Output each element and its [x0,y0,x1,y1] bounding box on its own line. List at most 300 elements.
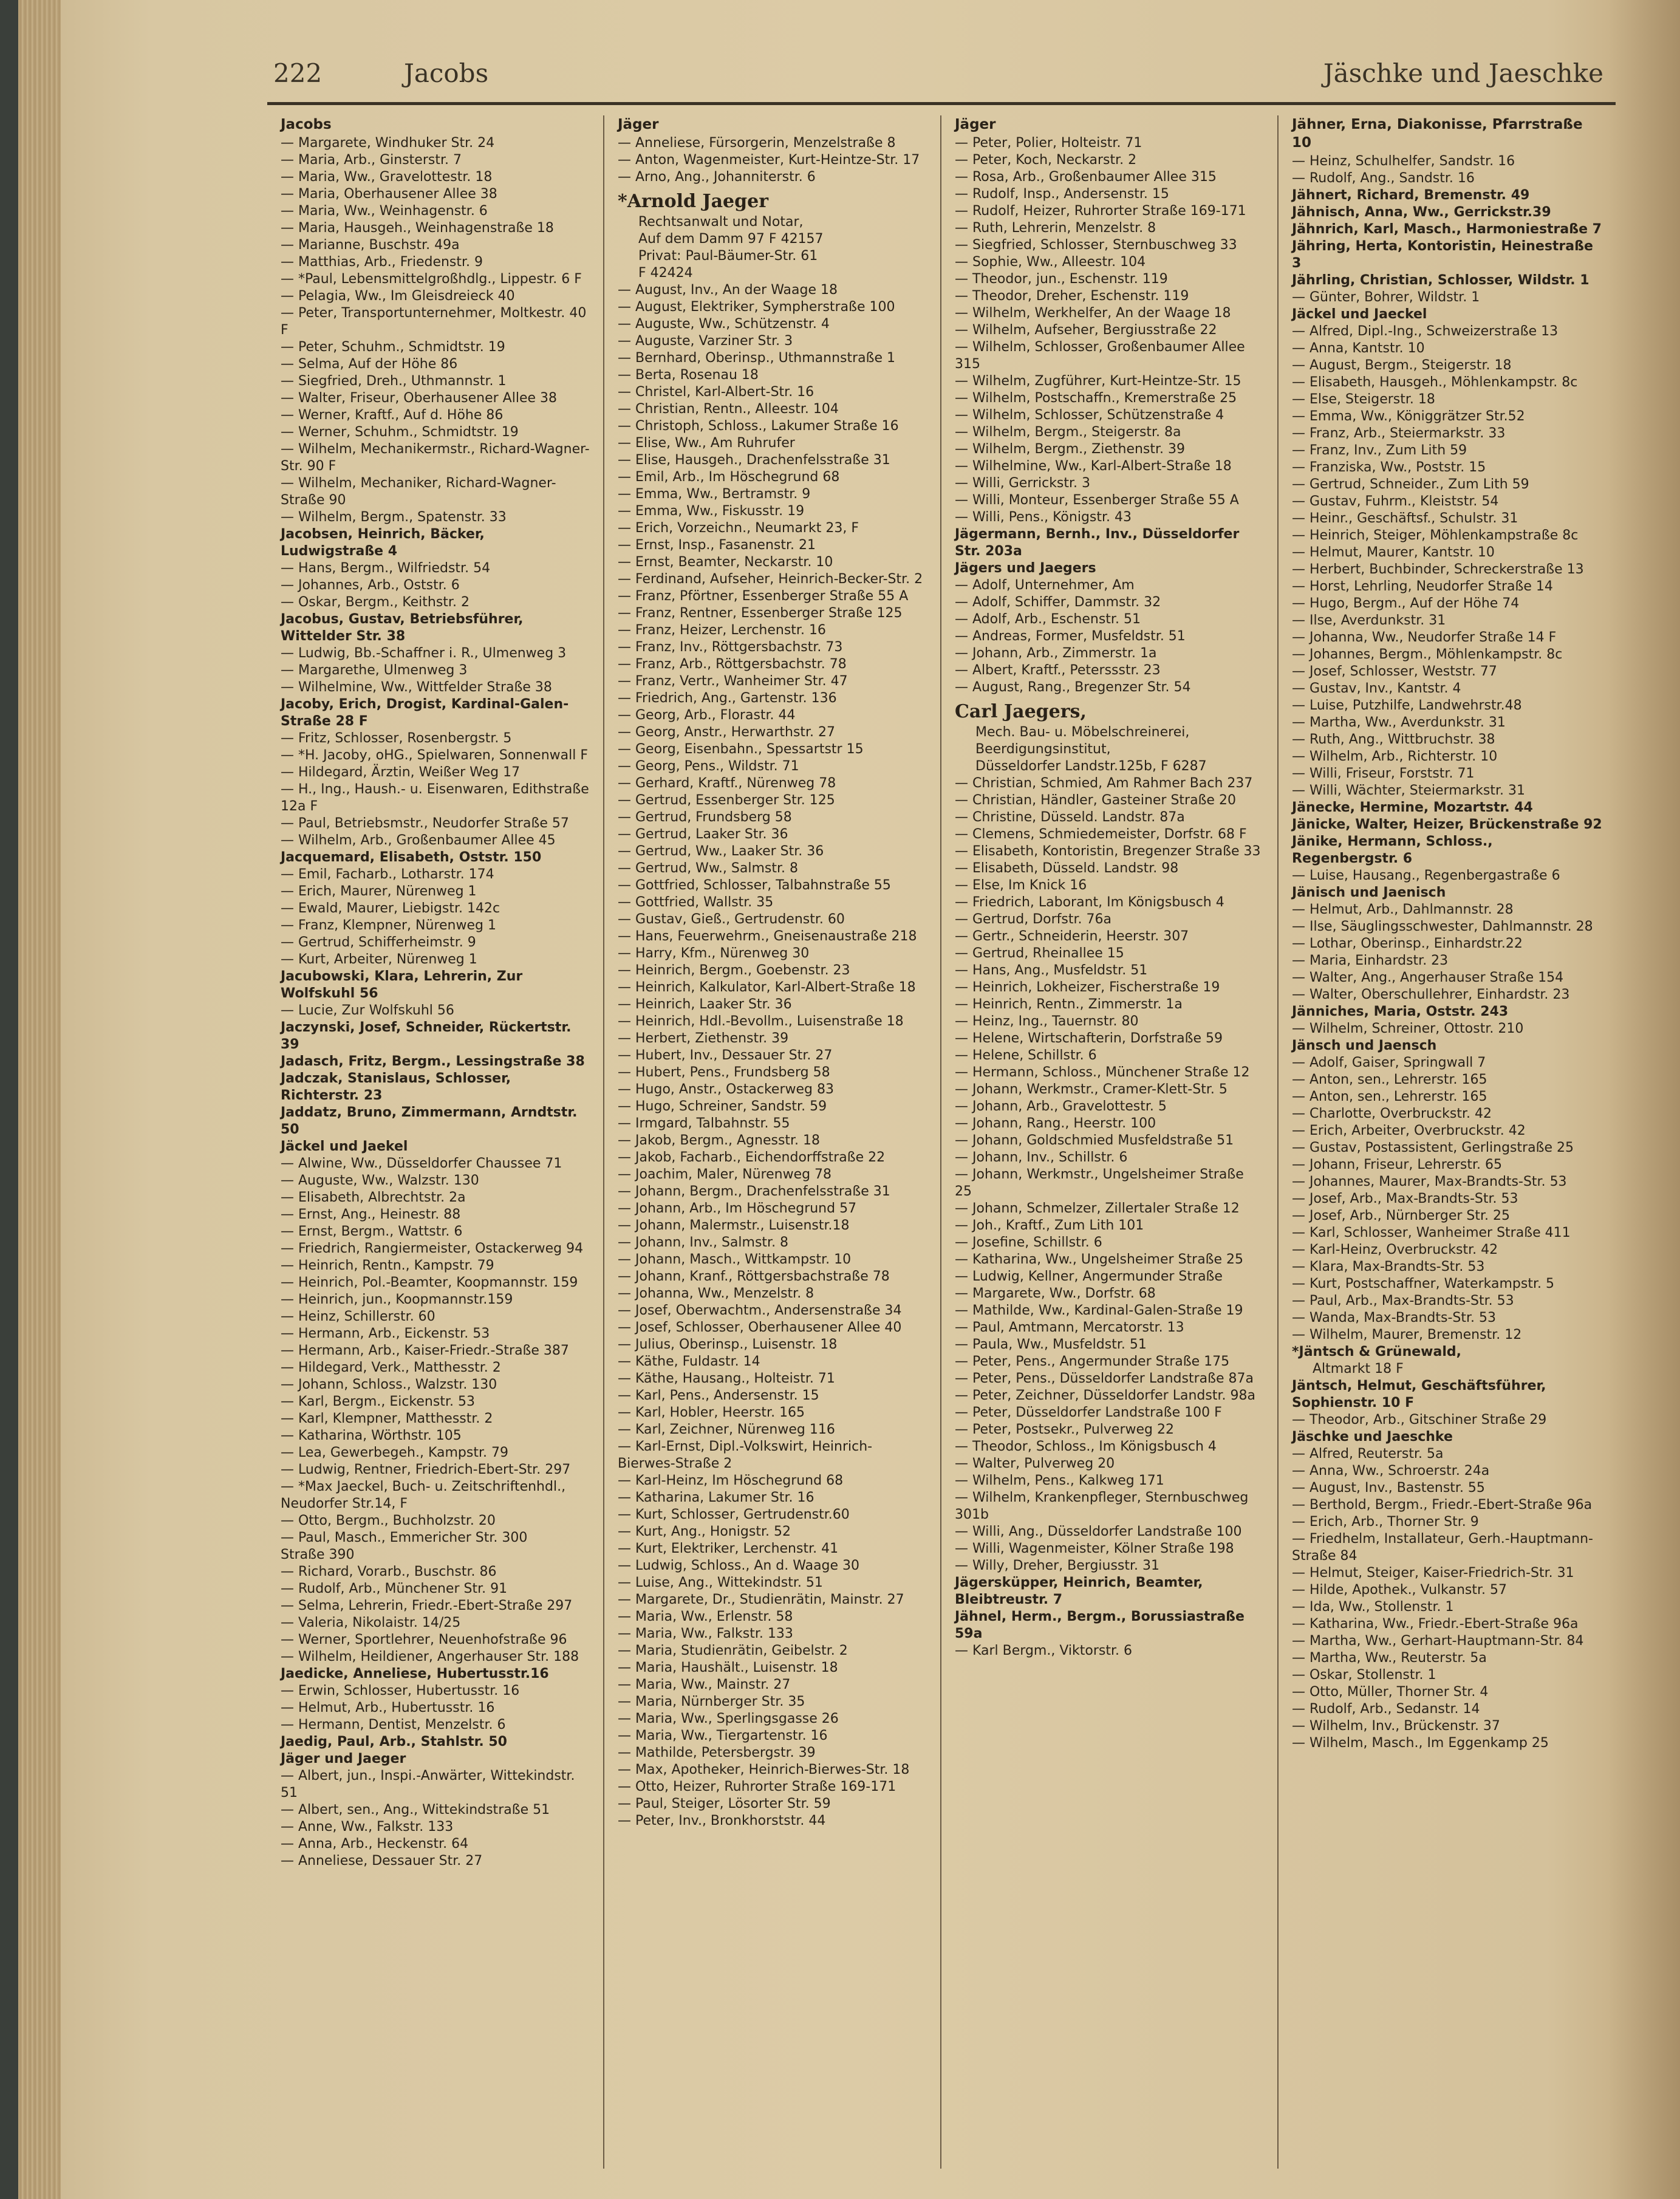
directory-entry: — Rudolf, Arb., Münchener Str. 91 [281,1581,508,1596]
directory-entry: — Katharina, Lakumer Str. 16 [618,1490,814,1505]
directory-entry: — Josef, Arb., Nürnberger Str. 25 [1292,1208,1511,1223]
directory-entry: — Georg, Pens., Wildstr. 71 [618,759,799,774]
directory-heading: Jäschke und Jaeschke [1292,1429,1453,1445]
directory-entry: — Hubert, Inv., Dessauer Str. 27 [618,1048,833,1063]
directory-heading: Jaedicke, Anneliese, Hubertusstr.16 [281,1666,549,1681]
directory-entry: — Erich, Vorzeichn., Neumarkt 23, F [618,521,859,536]
directory-entry: — Christian, Schmied, Am Rahmer Bach 237 [955,776,1253,791]
directory-entry: — Ilse, Säuglingsschwester, Dahlmannstr. 28 [1292,919,1593,934]
directory-entry: F 42424 [638,265,693,281]
directory-entry: — Christian, Händler, Gasteiner Straße 20 [955,793,1236,808]
directory-entry: — Werner, Schuhm., Schmidtstr. 19 [281,425,519,440]
directory-entry: — Heinz, Ing., Tauernstr. 80 [955,1014,1139,1029]
directory-heading: Jänicke, Walter, Heizer, Brückenstraße 92 [1292,817,1602,832]
directory-entry: — Helmut, Maurer, Kantstr. 10 [1292,545,1495,560]
directory-entry: — Helmut, Arb., Dahlmannstr. 28 [1292,902,1514,917]
directory-entry: — Erich, Arbeiter, Overbruckstr. 42 [1292,1123,1526,1138]
directory-entry: — Georg, Eisenbahn., Spessartstr 15 [618,742,864,757]
directory-heading: Jähnisch, Anna, Ww., Gerrickstr.39 [1292,205,1551,220]
directory-entry: — Hilde, Apothek., Vulkanstr. 57 [1292,1582,1508,1598]
directory-entry: — Theodor, Arb., Gitschiner Straße 29 [1292,1412,1547,1428]
directory-entry: — Maria, Ww., Sperlingsgasse 26 [618,1711,839,1726]
directory-heading: Jadczak, Stanislaus, Schlosser, Richterstr. 23 [281,1071,511,1103]
directory-entry: Straße 390 [281,1547,355,1562]
directory-entry: — Elisabeth, Hausgeh., Möhlenkampstr. 8c [1292,375,1578,390]
directory-entry: — Siegfried, Schlosser, Sternbuschweg 33 [955,238,1237,253]
directory-entry: — Theodor, Dreher, Eschenstr. 119 [955,289,1189,304]
directory-entry: — Gustav, Inv., Kantstr. 4 [1292,681,1461,696]
directory-entry: — August, Bergm., Steigerstr. 18 [1292,358,1512,373]
directory-entry: — Wilhelmine, Ww., Karl-Albert-Straße 18 [955,459,1232,474]
directory-entry: — Charlotte, Overbruckstr. 42 [1292,1106,1492,1121]
directory-entry: — Max, Apotheker, Heinrich-Bierwes-Str. 18 [618,1762,910,1777]
directory-heading: Jänike, Hermann, Schloss., Regenbergstr. 6 [1292,834,1493,866]
directory-entry: — Christian, Rentn., Alleestr. 104 [618,402,839,417]
directory-entry: — Clemens, Schmiedemeister, Dorfstr. 68 F [955,827,1247,842]
directory-entry: — Peter, Schuhm., Schmidtstr. 19 [281,340,505,355]
directory-entry: — Lea, Gewerbegeh., Kampstr. 79 [281,1445,508,1460]
directory-entry: — Katharina, Wörthstr. 105 [281,1428,462,1443]
directory-heading: Jänecke, Hermine, Mozartstr. 44 [1292,800,1533,815]
directory-entry: — Hans, Ang., Musfeldstr. 51 [955,963,1148,978]
directory-entry: — Karl Bergm., Viktorstr. 6 [955,1643,1132,1658]
directory-entry: — *Max Jaeckel, Buch- u. Zeitschriftenhdl., Neudorfer Str.14, F [281,1479,566,1511]
directory-entry: — Johann, Inv., Schillstr. 6 [955,1150,1128,1165]
directory-entry: — Karl-Heinz, Overbruckstr. 42 [1292,1242,1498,1257]
directory-entry: — Ernst, Beamter, Neckarstr. 10 [618,555,833,570]
directory-entry: — Maria, Hausgeh., Weinhagenstraße 18 [281,221,554,236]
directory-entry: — Maria, Oberhausener Allee 38 [281,186,497,202]
directory-entry: — Herbert, Ziethenstr. 39 [618,1031,789,1046]
directory-entry: — Jakob, Bergm., Agnesstr. 18 [618,1133,821,1148]
directory-entry: — Hans, Bergm., Wilfriedstr. 54 [281,561,491,576]
directory-entry: — Christel, Karl-Albert-Str. 16 [618,385,814,400]
directory-entry: — Hermann, Arb., Eickenstr. 53 [281,1326,490,1341]
directory-entry: — Ruth, Ang., Wittbruchstr. 38 [1292,732,1495,747]
directory-entry: — Käthe, Fuldastr. 14 [618,1354,760,1369]
directory-entry: — Johann, Friseur, Lehrerstr. 65 [1292,1157,1503,1172]
column-title: Jäger [955,117,996,132]
directory-entry: — Willi, Pens., Königstr. 43 [955,510,1132,525]
directory-entry: — Klara, Max-Brandts-Str. 53 [1292,1259,1485,1274]
directory-entry: — August, Elektriker, Sympherstraße 100 [618,299,895,315]
directory-entry: — Wilhelm, Pens., Kalkweg 171 [955,1473,1164,1488]
directory-entry: — Arno, Ang., Johanniterstr. 6 [618,169,816,185]
directory-entry: — Peter, Zeichner, Düsseldorfer Landstr. 98a [955,1388,1255,1403]
directory-entry: — Johann, Arb., Gravelottestr. 5 [955,1099,1167,1114]
directory-entry: — Karl-Heinz, Im Höschegrund 68 [618,1473,844,1488]
directory-entry: — Wilhelm, Mechaniker, Richard-Wagner-Straße 90 [281,476,556,508]
directory-entry: — Peter, Pens., Angermunder Straße 175 [955,1354,1230,1369]
directory-entry: — Anton, Wagenmeister, Kurt-Heintze-Str. 17 [618,152,920,168]
directory-entry: — Adolf, Unternehmer, Am [955,578,1135,593]
directory-entry: — Berthold, Bergm., Friedr.-Ebert-Straße 96a [1292,1497,1593,1513]
directory-entry: — *Paul, Lebensmittelgroßhdlg., Lippestr. 6 F [281,272,582,287]
directory-entry: — Heinrich, Lokheizer, Fischerstraße 19 [955,980,1220,995]
directory-entry: — Johann, Werkmstr., Cramer-Klett-Str. 5 [955,1082,1228,1097]
directory-heading: Jähnert, Richard, Bremenstr. 49 [1292,188,1530,203]
directory-entry: — Emma, Ww., Königgrätzer Str.52 [1292,409,1525,424]
directory-entry: — Else, Im Knick 16 [955,878,1087,893]
directory-entry: — Maria, Ww., Falkstr. 133 [618,1626,793,1641]
column-title: Jäger [618,117,659,132]
directory-entry: — Johannes, Bergm., Möhlenkampstr. 8c [1292,647,1563,662]
directory-heading: Jänisch und Jaenisch [1292,885,1446,900]
directory-entry: — Oskar, Bergm., Keithstr. 2 [281,595,470,610]
directory-entry: — Martha, Ww., Averdunkstr. 31 [1292,715,1506,730]
directory-entry: — Auguste, Ww., Walzstr. 130 [281,1173,479,1188]
directory-heading: *Jäntsch & Grünewald, [1292,1344,1461,1359]
directory-entry: — Theodor, Schloss., Im Königsbusch 4 [955,1439,1217,1454]
directory-entry: — Gertrud, Rheinallee 15 [955,946,1124,961]
directory-entry: — Willi, Wagenmeister, Kölner Straße 198 [955,1541,1234,1556]
directory-entry: — Kurt, Postschaffner, Waterkampstr. 5 [1292,1276,1554,1291]
header-left-keyword: Jacobs [404,58,489,88]
directory-entry: — Peter, Postsekr., Pulverweg 22 [955,1422,1174,1437]
directory-entry: — Josef, Schlosser, Oberhausener Allee 40 [618,1320,902,1335]
directory-entry: — Johanna, Ww., Menzelstr. 8 [618,1286,814,1301]
directory-entry: — Peter, Transportunternehmer, Moltkestr. 40 F [281,306,587,338]
directory-entry: — Paul, Masch., Emmericher Str. 300 [281,1530,528,1545]
directory-entry: — Maria, Ww., Weinhagenstr. 6 [281,203,488,219]
directory-entry: — Albert, sen., Ang., Wittekindstraße 51 [281,1802,550,1818]
directory-entry: Rechtsanwalt und Notar, [638,214,804,230]
directory-entry: — Walter, Ang., Angerhauser Straße 154 [1292,970,1564,985]
directory-entry: — Walter, Friseur, Oberhausener Allee 38 [281,391,557,406]
column-4 [1279,115,1616,2169]
directory-entry: — Karl-Ernst, Dipl.-Volkswirt, Heinrich-Bierwes-Straße 2 [618,1439,873,1471]
directory-entry: — Elise, Ww., Am Ruhrufer [618,436,795,451]
directory-heading: Jäntsch, Helmut, Geschäftsführer, Sophienstr. 10 F [1292,1378,1546,1411]
directory-entry: — Lothar, Oberinsp., Einhardstr.22 [1292,936,1523,951]
directory-entry: — Maria, Haushält., Luisenstr. 18 [618,1660,838,1675]
directory-entry: — Johann, Kranf., Röttgersbachstraße 78 [618,1269,890,1284]
directory-entry: — Wilhelm, Werkhelfer, An der Waage 18 [955,306,1231,321]
directory-entry: — Elise, Hausgeh., Drachenfelsstraße 31 [618,453,890,468]
directory-entry: — *H. Jacoby, oHG., Spielwaren, Sonnenwall F [281,748,588,763]
directory-entry: — Gertrud, Schneider., Zum Lith 59 [1292,477,1529,492]
directory-entry: — Fritz, Schlosser, Rosenbergstr. 5 [281,731,512,746]
directory-entry: — Julius, Oberinsp., Luisenstr. 18 [618,1337,838,1352]
directory-entry: — Willy, Dreher, Bergiusstr. 31 [955,1558,1160,1573]
directory-entry: — Alwine, Ww., Düsseldorfer Chaussee 71 [281,1156,562,1171]
directory-entry: — Emma, Ww., Fiskusstr. 19 [618,504,805,519]
directory-entry: — Willi, Ang., Düsseldorfer Landstraße 100 [955,1524,1242,1539]
directory-heading: Jaedig, Paul, Arb., Stahlstr. 50 [281,1734,507,1749]
directory-entry: — Horst, Lehrling, Neudorfer Straße 14 [1292,579,1553,594]
directory-entry: — Rudolf, Heizer, Ruhrorter Straße 169-171 [955,203,1246,219]
directory-entry: — Gertrud, Essenberger Str. 125 [618,793,835,808]
directory-entry: — Maria, Ww., Gravelottestr. 18 [281,169,493,185]
directory-entry: — Erwin, Schlosser, Hubertusstr. 16 [281,1683,520,1698]
directory-entry: — Auguste, Varziner Str. 3 [618,333,793,349]
directory-entry: — Maria, Ww., Mainstr. 27 [618,1677,791,1692]
directory-entry: — Heinrich, Rentn., Kampstr. 79 [281,1258,494,1273]
directory-entry: — Maria, Arb., Ginsterstr. 7 [281,152,462,168]
directory-entry: — Gertrud, Laaker Str. 36 [618,827,788,842]
directory-entry: — Kurt, Ang., Honigstr. 52 [618,1524,791,1539]
directory-entry: — Georg, Anstr., Herwarthstr. 27 [618,725,836,740]
directory-entry: — Paul, Amtmann, Mercatorstr. 13 [955,1320,1184,1335]
directory-heading: Jacoby, Erich, Drogist, Kardinal-Galen-Straße 28 F [281,697,569,729]
directory-entry: — Andreas, Former, Musfeldstr. 51 [955,629,1186,644]
directory-entry: — Johann, Rang., Heerstr. 100 [955,1116,1156,1131]
directory-heading: Jäckel und Jaekel [281,1139,408,1154]
directory-entry: — Peter, Polier, Holteistr. 71 [955,135,1142,151]
directory-entry: — Heinrich, Laaker Str. 36 [618,997,792,1012]
directory-heading: Jägermann, Bernh., Inv., Düsseldorfer Str. 203a [955,527,1240,559]
directory-entry: — Walter, Oberschullehrer, Einhardstr. 23 [1292,987,1570,1002]
directory-heading: Jaddatz, Bruno, Zimmermann, Arndtstr. 50 [281,1105,578,1137]
directory-entry: — Elisabeth, Albrechtstr. 2a [281,1190,466,1205]
column-1 [267,115,604,2169]
directory-entry: — Hans, Feuerwehrm., Gneisenaustraße 218 [618,929,917,944]
directory-entry: — Friedrich, Laborant, Im Königsbusch 4 [955,895,1224,910]
directory-entry: — Franz, Arb., Röttgersbachstr. 78 [618,657,847,672]
directory-entry: — Josefine, Schillstr. 6 [955,1235,1102,1250]
directory-entry: — Margarete, Dr., Studienrätin, Mainstr. 27 [618,1592,904,1607]
directory-entry: — Berta, Rosenau 18 [618,368,759,383]
directory-entry: — Johann, Arb., Zimmerstr. 1a [955,646,1157,661]
directory-entry: — Gertrud, Schifferheimstr. 9 [281,935,476,950]
directory-entry: — Alfred, Dipl.-Ing., Schweizerstraße 13 [1292,324,1559,339]
directory-entry: — Franz, Rentner, Essenberger Straße 125 [618,606,903,621]
directory-entry: — Wilhelm, Inv., Brückenstr. 37 [1292,1719,1500,1734]
directory-entry: — Johann, Goldschmied Musfeldstraße 51 [955,1133,1234,1148]
directory-entry: — Margarethe, Ulmenweg 3 [281,663,468,678]
directory-entry: — Heinr., Geschäftsf., Schulstr. 31 [1292,511,1518,526]
directory-entry: — Albert, Kraftf., Peterssstr. 23 [955,663,1161,678]
directory-entry: — Johannes, Maurer, Max-Brandts-Str. 53 [1292,1174,1567,1189]
directory-entry: — Hugo, Bergm., Auf der Höhe 74 [1292,596,1520,611]
directory-entry: — Karl, Klempner, Matthesstr. 2 [281,1411,493,1426]
directory-entry: — Johann, Schloss., Walzstr. 130 [281,1377,497,1392]
directory-entry: — Kurt, Arbeiter, Nürenweg 1 [281,952,477,967]
directory-entry: — Maria, Einhardstr. 23 [1292,953,1449,968]
directory-entry: — Marianne, Buschstr. 49a [281,238,460,253]
directory-entry: — Peter, Pens., Düsseldorfer Landstraße 87a [955,1371,1254,1386]
directory-entry: — Gertrud, Dorfstr. 76a [955,912,1111,927]
directory-entry: — Heinrich, Pol.-Beamter, Koopmannstr. 159 [281,1275,578,1290]
directory-entry: — Paula, Ww., Musfeldstr. 51 [955,1337,1147,1352]
page-edge [18,0,61,2199]
directory-entry: — Ewald, Maurer, Liebigstr. 142c [281,901,500,916]
directory-heading: Jäger und Jaeger [281,1751,406,1766]
directory-entry: Düsseldorfer Landstr.125b, F 6287 [975,759,1207,774]
directory-entry: — Kurt, Elektriker, Lerchenstr. 41 [618,1541,839,1556]
directory-entry: — Wilhelm, Bergm., Steigerstr. 8a [955,425,1181,440]
directory-entry: — August, Inv., Bastenstr. 55 [1292,1480,1485,1496]
column-entries [281,135,590,1870]
directory-entry: — Kurt, Schlosser, Gertrudenstr.60 [618,1507,850,1522]
directory-entry: — Joachim, Maler, Nürenweg 78 [618,1167,832,1182]
directory-entry: — Gertrud, Frundsberg 58 [618,810,792,825]
directory-entry: — Rudolf, Arb., Sedanstr. 14 [1292,1701,1480,1717]
directory-entry: — Karl, Bergm., Eickenstr. 53 [281,1394,475,1409]
directory-entry: — Ludwig, Rentner, Friedrich-Ebert-Str. 297 [281,1462,571,1477]
column-entries [1292,153,1602,1752]
page-shadow [1607,0,1680,2199]
directory-entry: — Günter, Bohrer, Wildstr. 1 [1292,290,1480,305]
directory-entry: — Karl, Schlosser, Wanheimer Straße 411 [1292,1225,1571,1240]
directory-entry: — Heinrich, Rentn., Zimmerstr. 1a [955,997,1183,1012]
directory-heading: Jägers und Jaegers [955,561,1096,576]
directory-entry: — Wilhelm, Zugführer, Kurt-Heintze-Str. 15 [955,374,1241,389]
directory-entry: — August, Rang., Bregenzer Str. 54 [955,680,1191,695]
directory-heading: Jänniches, Maria, Oststr. 243 [1292,1004,1509,1019]
directory-entry: — Anneliese, Fürsorgerin, Menzelstraße 8 [618,135,896,151]
directory-heading: Jähnel, Herm., Bergm., Borussiastraße 59a [955,1609,1245,1641]
directory-entry: — Johanna, Ww., Neudorfer Straße 14 F [1292,630,1557,645]
page-header [273,58,1628,107]
directory-entry: — H., Ing., Haush.- u. Eisenwaren, Edithstraße 12a F [281,782,589,814]
directory-heading: Jäckel und Jaeckel [1292,307,1427,322]
directory-entry: — Ernst, Ang., Heinestr. 88 [281,1207,461,1222]
directory-entry: — Walter, Pulverweg 20 [955,1456,1115,1471]
directory-entry: Privat: Paul-Bäumer-Str. 61 [638,248,818,264]
directory-entry: — Wilhelm, Aufseher, Bergiusstraße 22 [955,323,1217,338]
directory-entry: — Hubert, Pens., Frundsberg 58 [618,1065,830,1080]
directory-entry: — Ernst, Bergm., Wattstr. 6 [281,1224,463,1239]
directory-entry: — Lucie, Zur Wolfskuhl 56 [281,1003,454,1018]
directory-entry: — Elisabeth, Kontoristin, Bregenzer Straße 33 [955,844,1261,859]
directory-entry: — Wilhelm, Masch., Im Eggenkamp 25 [1292,1736,1549,1751]
directory-entry: — Johannes, Arb., Oststr. 6 [281,578,460,593]
column-title: Jähner, Erna, Diakonisse, Pfarrstraße 10 [1292,117,1583,151]
directory-heading: Jaczynski, Josef, Schneider, Rückertstr. 39 [281,1020,572,1052]
directory-entry: — Maria, Ww., Tiergartenstr. 16 [618,1728,828,1743]
directory-entry: — Wilhelm, Maurer, Bremenstr. 12 [1292,1327,1522,1342]
directory-entry: — Jakob, Facharb., Eichendorffstraße 22 [618,1150,886,1165]
directory-entry: — Werner, Sportlehrer, Neuenhofstraße 96 [281,1632,567,1647]
directory-entry: — Wilhelm, Mechanikermstr., Richard-Wagner-Str. 90 F [281,442,590,474]
directory-entry: — Luise, Putzhilfe, Landwehrstr.48 [1292,698,1522,713]
directory-entry: — Johann, Malermstr., Luisenstr.18 [618,1218,850,1233]
directory-entry: — Hildegard, Verk., Matthesstr. 2 [281,1360,501,1375]
directory-entry: — Mathilde, Petersbergstr. 39 [618,1745,816,1760]
directory-entry: — Johann, Inv., Salmstr. 8 [618,1235,789,1250]
column-entries [618,135,927,1830]
directory-entry: — Bernhard, Oberinsp., Uthmannstraße 1 [618,351,896,366]
directory-entry: — Hermann, Arb., Kaiser-Friedr.-Straße 387 [281,1343,569,1358]
directory-entry: — Heinrich, jun., Koopmannstr.159 [281,1292,513,1307]
directory-entry: — Wanda, Max-Brandts-Str. 53 [1292,1310,1496,1325]
directory-entry: — Luise, Ang., Wittekindstr. 51 [618,1575,823,1590]
directory-entry: — Anna, Kantstr. 10 [1292,341,1425,356]
directory-entry: — Oskar, Stollenstr. 1 [1292,1667,1436,1683]
directory-entry: — Otto, Bergm., Buchholzstr. 20 [281,1513,496,1528]
directory-entry: — Katharina, Ww., Ungelsheimer Straße 25 [955,1252,1244,1267]
directory-entry: — Pelagia, Ww., Im Gleisdreieck 40 [281,289,515,304]
directory-entry: — Franz, Pförtner, Essenberger Straße 55 A [618,589,909,604]
directory-entry: — Rudolf, Insp., Andersenstr. 15 [955,186,1169,202]
directory-heading: *Arnold Jaeger [618,191,768,212]
directory-entry: — Franz, Heizer, Lerchenstr. 16 [618,623,826,638]
directory-entry: — Wilhelm, Postschaffn., Kremerstraße 25 [955,391,1237,406]
directory-entry: — Adolf, Arb., Eschenstr. 51 [955,612,1141,627]
column-3 [941,115,1279,2169]
directory-entry: — Otto, Müller, Thorner Str. 4 [1292,1684,1489,1700]
page-number: 222 [273,58,323,88]
directory-entry: — Helmut, Steiger, Kaiser-Friedrich-Str. 31 [1292,1565,1574,1581]
directory-entry: — Selma, Lehrerin, Friedr.-Ebert-Straße 297 [281,1598,573,1613]
directory-entry: — Adolf, Gaiser, Springwall 7 [1292,1055,1486,1070]
directory-entry: — Anna, Arb., Heckenstr. 64 [281,1836,469,1852]
directory-entry: — Theodor, jun., Eschenstr. 119 [955,272,1168,287]
directory-heading: Jähring, Herta, Kontoristin, Heinestraße 3 [1292,239,1593,271]
directory-entry: — Erich, Arb., Thorner Str. 9 [1292,1514,1479,1530]
directory-entry: — Johann, Bergm., Drachenfelsstraße 31 [618,1184,890,1199]
directory-entry: — Anton, sen., Lehrerstr. 165 [1292,1089,1487,1104]
directory-entry: — Wilhelm, Arb., Großenbaumer Allee 45 [281,833,556,848]
directory-entry: — Wilhelm, Schlosser, Großenbaumer Allee 315 [955,340,1245,372]
directory-entry: — Irmgard, Talbahnstr. 55 [618,1116,790,1131]
directory-entry: — Franziska, Ww., Poststr. 15 [1292,460,1486,475]
directory-entry: — Werner, Kraftf., Auf d. Höhe 86 [281,408,504,423]
directory-entry: — Johann, Masch., Wittkampstr. 10 [618,1252,852,1267]
directory-entry: — Gertrud, Ww., Salmstr. 8 [618,861,798,876]
directory-entry: — Franz, Klempner, Nürenweg 1 [281,918,496,933]
directory-entry: — Ferdinand, Aufseher, Heinrich-Becker-Str. 2 [618,572,923,587]
directory-entry: — Ernst, Insp., Fasanenstr. 21 [618,538,816,553]
directory-columns [267,115,1616,2169]
directory-entry: — Gustav, Fuhrm., Kleiststr. 54 [1292,494,1499,509]
directory-entry: — Wilhelmine, Ww., Wittfelder Straße 38 [281,680,552,695]
directory-entry: — Johann, Werkmstr., Ungelsheimer Straße 25 [955,1167,1244,1199]
directory-entry: — Paul, Betriebsmstr., Neudorfer Straße 57 [281,816,569,831]
directory-entry: — Wilhelm, Schlosser, Schützenstraße 4 [955,408,1224,423]
directory-entry: — Gustav, Postassistent, Gerlingstraße 25 [1292,1140,1574,1155]
directory-entry: — Auguste, Ww., Schützenstr. 4 [618,316,830,332]
directory-entry: — Wilhelm, Krankenpfleger, Sternbuschweg 301b [955,1490,1249,1522]
directory-entry: — Hermann, Schloss., Münchener Straße 12 [955,1065,1250,1080]
directory-entry: — Emma, Ww., Bertramstr. 9 [618,487,811,502]
directory-entry: — Peter, Koch, Neckarstr. 2 [955,152,1137,168]
directory-entry: — Maria, Ww., Erlenstr. 58 [618,1609,793,1624]
directory-entry: — Selma, Auf der Höhe 86 [281,357,458,372]
column-2 [604,115,941,2169]
directory-entry: — Paul, Arb., Max-Brandts-Str. 53 [1292,1293,1514,1308]
directory-entry: — Willi, Monteur, Essenberger Straße 55 A [955,493,1239,508]
directory-heading: Jacubowski, Klara, Lehrerin, Zur Wolfskuhl 56 [281,969,523,1001]
directory-entry: — Heinrich, Hdl.-Bevollm., Luisenstraße 18 [618,1014,904,1029]
directory-entry: — Wilhelm, Bergm., Ziethenstr. 39 [955,442,1186,457]
directory-entry: — Anneliese, Dessauer Str. 27 [281,1853,483,1869]
directory-entry: — Rosa, Arb., Großenbaumer Allee 315 [955,169,1217,185]
directory-entry: — Ruth, Lehrerin, Menzelstr. 8 [955,221,1156,236]
directory-entry: Beerdigungsinstitut, [975,742,1111,757]
directory-entry: — Gertr., Schneiderin, Heerstr. 307 [955,929,1189,944]
directory-heading: Jacobus, Gustav, Betriebsführer, Wittelder Str. 38 [281,612,524,644]
directory-entry: — Mathilde, Ww., Kardinal-Galen-Straße 19 [955,1303,1243,1318]
directory-entry: — Gerhard, Kraftf., Nürenweg 78 [618,776,836,791]
directory-entry: — Gottfried, Wallstr. 35 [618,895,774,910]
directory-entry: — Ludwig, Kellner, Angermunder Straße [955,1269,1223,1284]
directory-entry: — Christoph, Schloss., Lakumer Straße 16 [618,419,899,434]
directory-entry: — Margarete, Windhuker Str. 24 [281,135,495,151]
directory-entry: — Gustav, Gieß., Gertrudenstr. 60 [618,912,845,927]
directory-entry: — Siegfried, Dreh., Uthmannstr. 1 [281,374,507,389]
directory-entry: — Käthe, Hausang., Holteistr. 71 [618,1371,835,1386]
directory-entry: — Maria, Nürnberger Str. 35 [618,1694,805,1709]
directory-heading: Jährling, Christian, Schlosser, Wildstr. 1 [1292,273,1590,288]
directory-entry: — Willi, Wächter, Steiermarkstr. 31 [1292,783,1525,798]
directory-entry: — Helmut, Arb., Hubertusstr. 16 [281,1700,495,1715]
directory-entry: — Ludwig, Bb.-Schaffner i. R., Ulmenweg 3 [281,646,567,661]
directory-entry: — Willi, Friseur, Forststr. 71 [1292,766,1475,781]
directory-entry: — Emil, Arb., Im Höschegrund 68 [618,470,840,485]
directory-entry: — Heinz, Schulhelfer, Sandstr. 16 [1292,154,1515,169]
